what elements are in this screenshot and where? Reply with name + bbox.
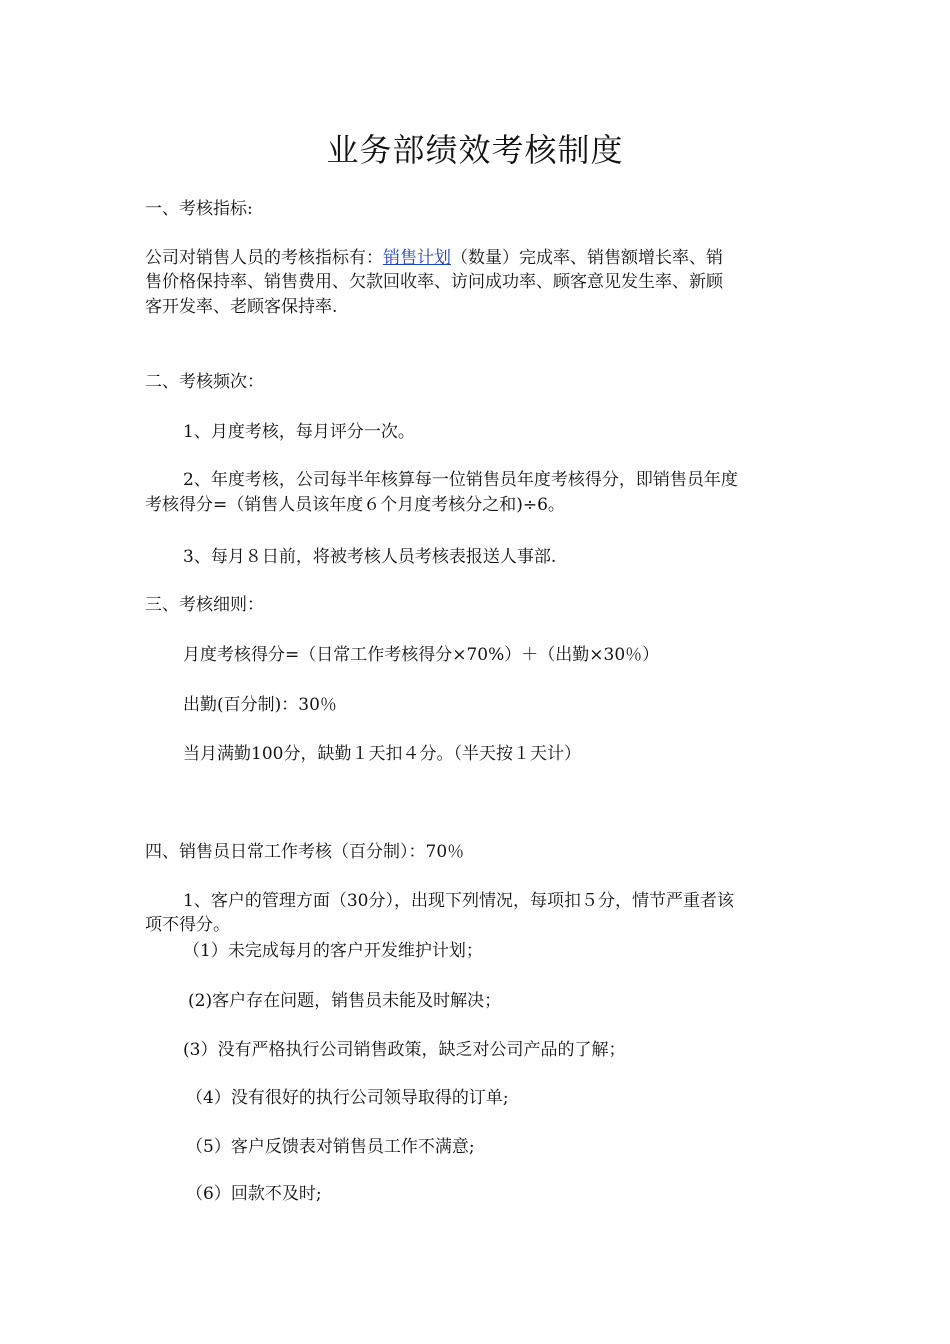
section2-item1: 1、月度考核，每月评分一次。 — [183, 422, 415, 442]
section3-formula: 月度考核得分=（日常工作考核得分×70%）＋（出勤×30％） — [183, 645, 660, 665]
section4-heading: 四、销售员日常工作考核（百分制）：70％ — [145, 842, 465, 862]
section4-item1-line1: 1、客户的管理方面（30分），出现下列情况，每项扣５分，情节严重者该 — [183, 891, 734, 911]
document-title: 业务部绩效考核制度 — [326, 131, 624, 169]
section2-heading: 二、考核频次： — [145, 372, 264, 392]
section4-sub3: (3）没有严格执行公司销售政策，缺乏对公司产品的了解； — [183, 1040, 626, 1060]
section3-attendance: 出勤(百分制)：30％ — [183, 695, 337, 715]
section2-item2-line2: 考核得分=（销售人员该年度６个月度考核分之和)÷6。 — [145, 495, 565, 515]
section1-heading: 一、考核指标: — [145, 199, 253, 219]
section4-sub1: （1）未完成每月的客户开发维护计划； — [183, 941, 483, 961]
section1-text-post: （数量）完成率、销售额增长率、销 — [451, 248, 723, 268]
section1-paragraph-line1 — [145, 246, 723, 270]
section4-sub5: （5）客户反馈表对销售员工作不满意; — [186, 1137, 475, 1157]
section3-heading: 三、考核细则： — [145, 595, 264, 615]
section4-sub4: （4）没有很好的执行公司领导取得的订单; — [186, 1088, 509, 1108]
section1-paragraph-line2: 售价格保持率、销售费用、欠款回收率、访问成功率、顾客意见发生率、新顾 — [145, 272, 723, 292]
section2-item2-line1: 2、年度考核，公司每半年核算每一位销售员年度考核得分，即销售员年度 — [183, 470, 738, 490]
section4-item1-line2: 项不得分。 — [145, 915, 230, 935]
section4-sub2: (2)客户存在问题，销售员未能及时解决； — [188, 991, 502, 1011]
section4-sub6: （6）回款不及时; — [186, 1184, 322, 1204]
section1-text-pre: 公司对销售人员的考核指标有： — [145, 248, 383, 268]
section3-attendance-rule: 当月满勤100分，缺勤１天扣４分。（半天按１天计） — [183, 744, 581, 764]
section2-item3: 3、每月８日前，将被考核人员考核表报送人事部. — [183, 547, 557, 567]
sales-plan-link[interactable]: 销售计划 — [383, 248, 451, 268]
section1-paragraph-line3: 客开发率、老顾客保持率. — [145, 297, 338, 317]
